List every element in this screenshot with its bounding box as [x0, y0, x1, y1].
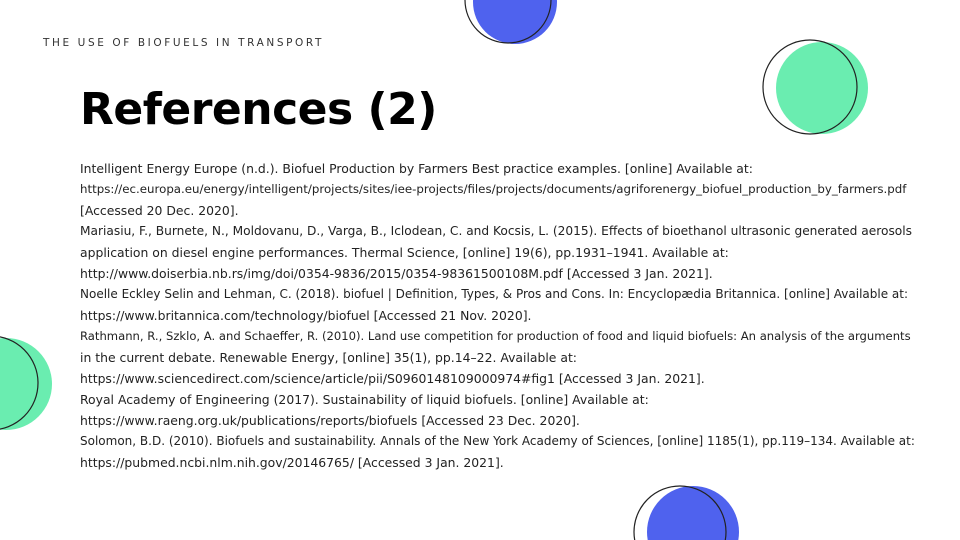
reference-line: https://www.sciencedirect.com/science/article/pii/S0960148109000974#fig1 [Accessed 3 Jan. 2021]. [80, 371, 705, 386]
reference-line: Solomon, B.D. (2010). Biofuels and sustainability. Annals of the New York Academy of Sciences, [online] 1185(1), pp.119–134. Available at: [80, 434, 915, 448]
reference-line: in the current debate. Renewable Energy, [online] 35(1), pp.14–22. Available at: [80, 350, 577, 365]
reference-line: [Accessed 20 Dec. 2020]. [80, 203, 239, 218]
reference-line: https://www.raeng.org.uk/publications/reports/biofuels [Accessed 23 Dec. 2020]. [80, 413, 580, 428]
reference-line: Rathmann, R., Szklo, A. and Schaeffer, R. (2010). Land use competition for production of food and liquid biofuels: An analysis of the arguments [80, 329, 911, 343]
reference-line: Noelle Eckley Selin and Lehman, C. (2018). biofuel | Definition, Types, & Pros and Cons. In: Encyclopædia Britannica. [online] Available at: [80, 287, 909, 301]
reference-line: Mariasiu, F., Burnete, N., Moldovanu, D., Varga, B., Iclodean, C. and Kocsis, L. (2015). Effects of bioethanol ultrasonic generated aerosols [80, 224, 912, 238]
slide-title: References (2) [80, 84, 437, 135]
references-list [80, 158, 920, 473]
reference-line: https://ec.europa.eu/energy/intelligent/projects/sites/iee-projects/files/projects/documents/agriforenergy_biofuel_production_by_farmers.pdf [80, 182, 907, 196]
reference-line: https://pubmed.ncbi.nlm.nih.gov/20146765/ [Accessed 3 Jan. 2021]. [80, 455, 504, 470]
deco-circle-green-right [776, 42, 868, 134]
reference-line: Intelligent Energy Europe (n.d.). Biofuel Production by Farmers Best practice examples. [online] Available at: [80, 161, 753, 176]
presentation-header: THE USE OF BIOFUELS IN TRANSPORT [43, 37, 325, 49]
deco-circle-blue-bottom [647, 486, 739, 540]
reference-line: https://www.britannica.com/technology/biofuel [Accessed 21 Nov. 2020]. [80, 308, 532, 323]
reference-line: Royal Academy of Engineering (2017). Sustainability of liquid biofuels. [online] Available at: [80, 392, 649, 407]
reference-line: application on diesel engine performances. Thermal Science, [online] 19(6), pp.1931–1941. Available at: [80, 245, 729, 260]
reference-line: http://www.doiserbia.nb.rs/img/doi/0354-9836/2015/0354-98361500108M.pdf [Accessed 3 Jan. 2021]. [80, 266, 713, 281]
